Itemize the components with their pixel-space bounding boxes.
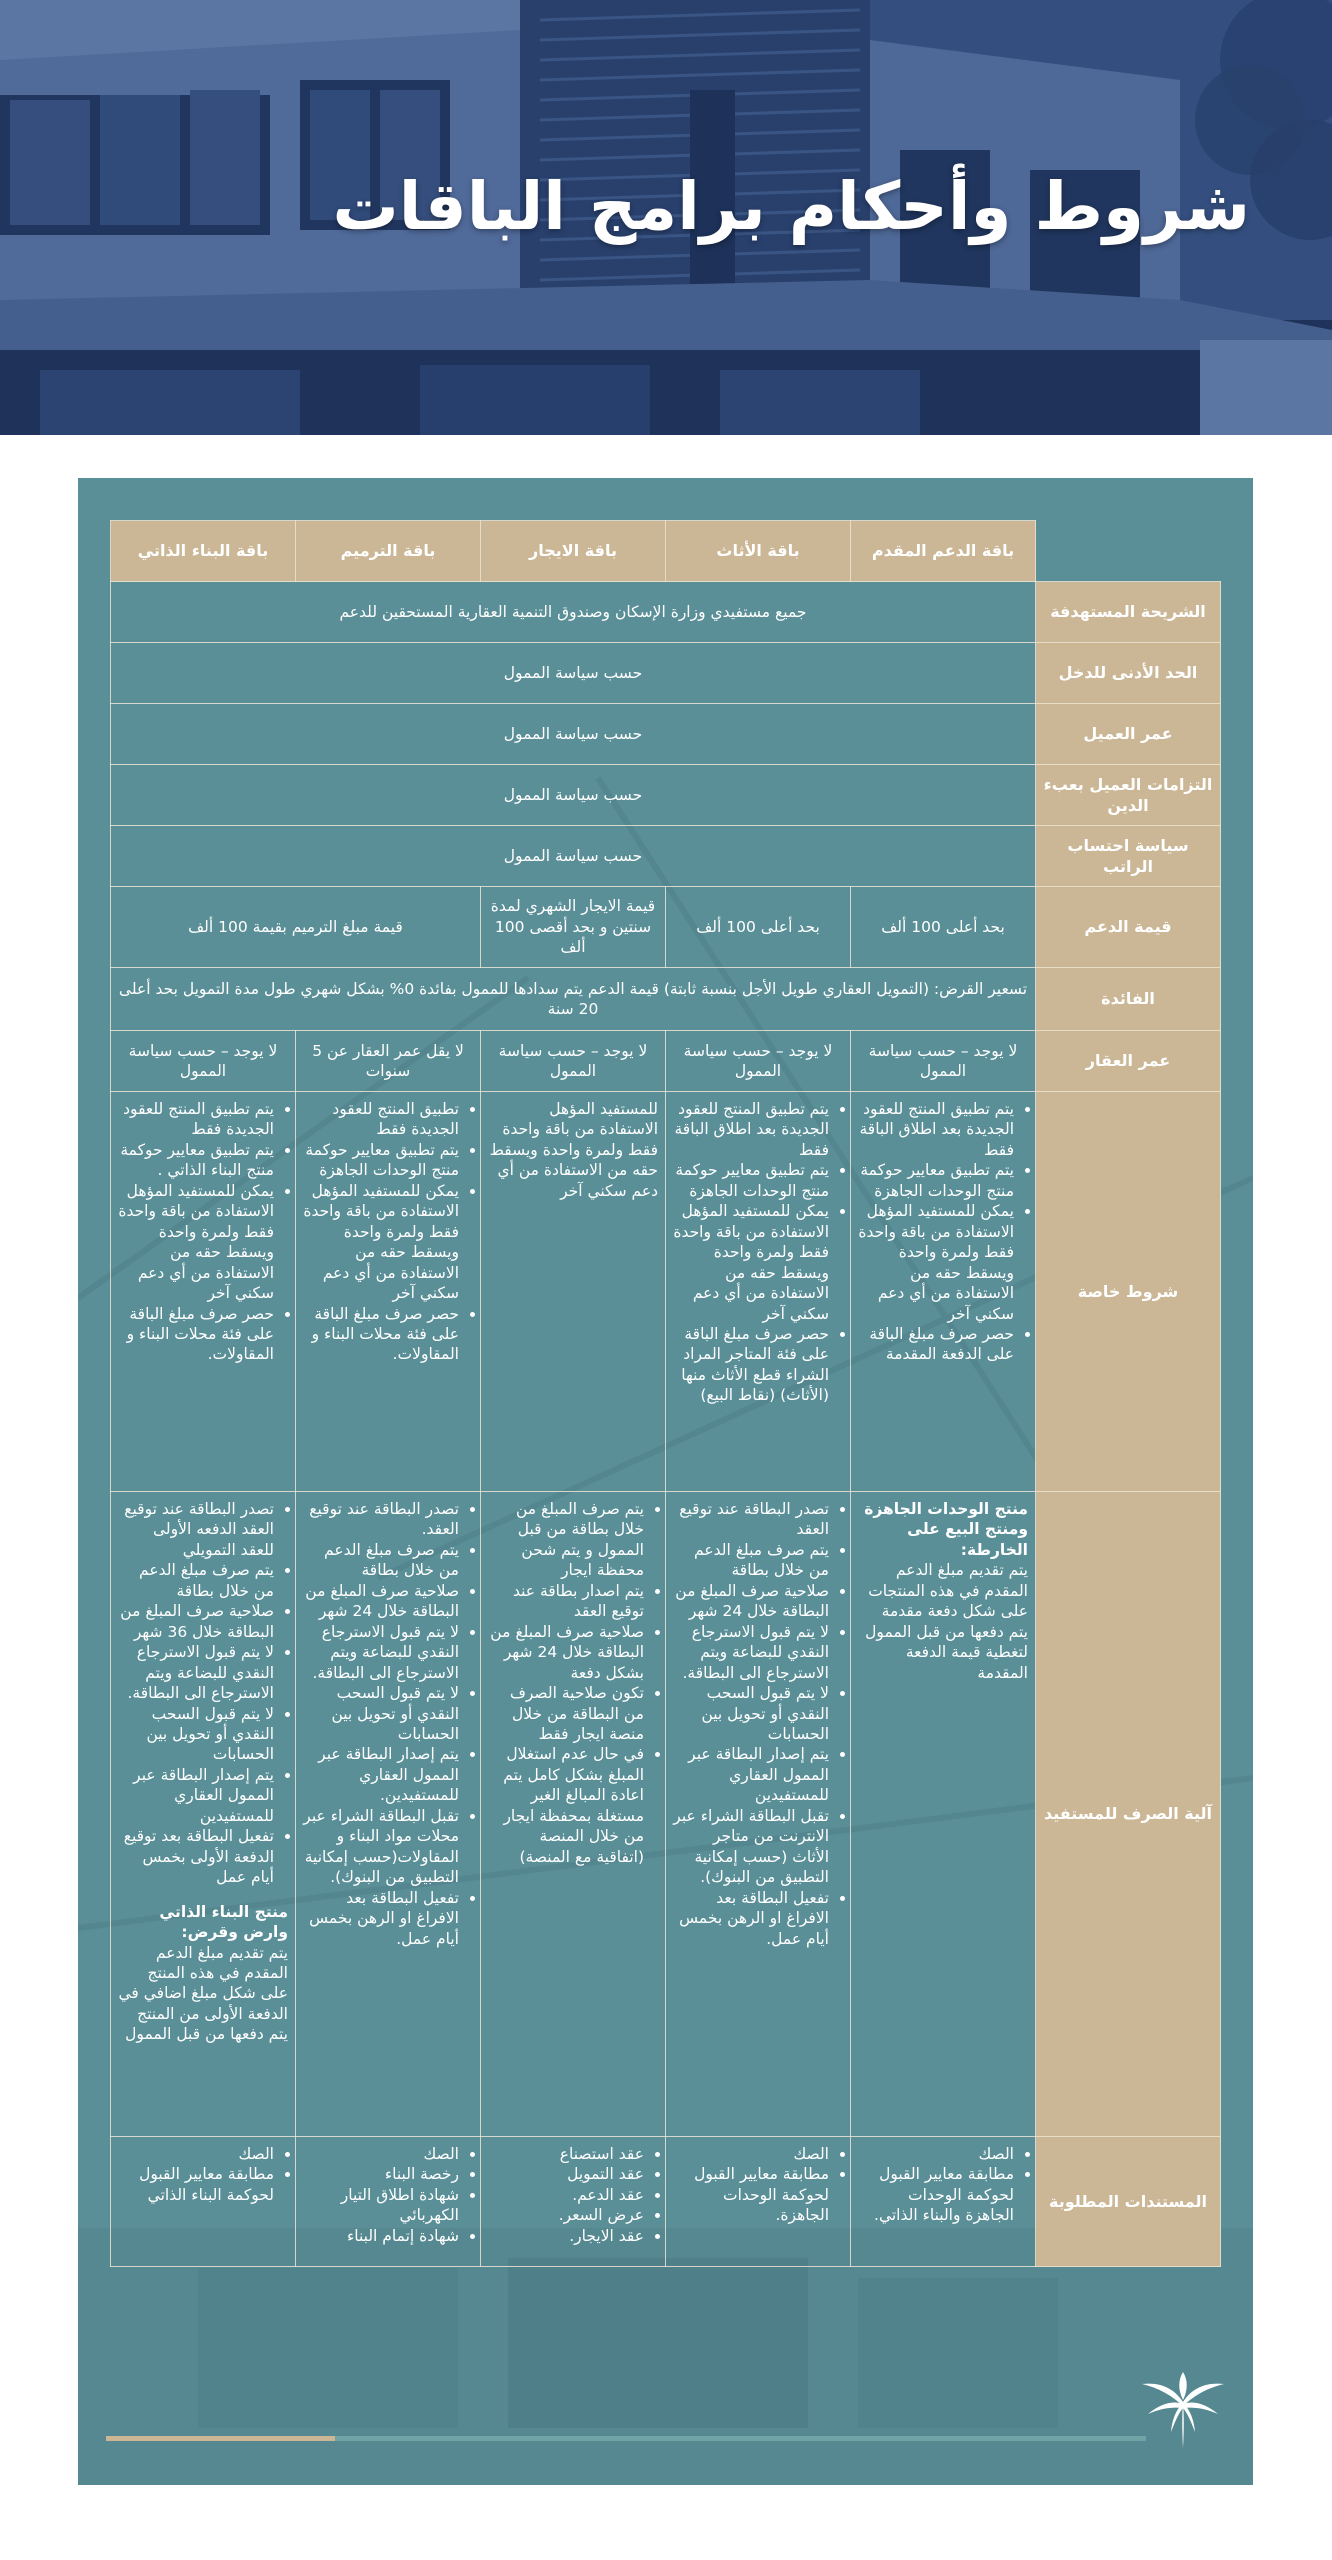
list-item: • صلاحية صرف المبلغ من البطاقة خلال 24 شهر بشكل دفعة: [488, 1622, 644, 1683]
row-label-salary: سياسة احتساب الراتب: [1036, 826, 1221, 887]
page-title: شروط وأحكام برامج الباقات: [332, 168, 1250, 245]
list-item: • عقد الدعم.: [488, 2185, 644, 2205]
documents-self-build-list: [118, 2144, 288, 2205]
special-furniture-list: [673, 1099, 843, 1406]
mechanism-renovation: [296, 1492, 481, 2137]
list-item: • يتم صرف مبلغ الدعم من خلال بطاقة: [303, 1540, 459, 1581]
list-item: • مطابقة معايير القبول لحوكمة الوحدات الجاهزة.: [673, 2164, 829, 2225]
list-item: • يمكن للمستفيد المؤهل الاستفادة من باقة واحدة فقط ولمرة واحدة ويسقط حقه من الاستفادة من أي دعم سكني آخر: [673, 1201, 829, 1324]
mechanism-self-build-title: منتج البناء الذاتي وارض وقرض:: [159, 1902, 288, 1942]
header-self-build-package: باقة البناء الذاتي: [111, 521, 296, 582]
documents-furniture: [666, 2137, 851, 2267]
list-item: • تصدر البطاقة عند توقيع العقد الدفعه الأولى للعقد التمويلي: [118, 1499, 274, 1560]
list-item: • مطابقة معايير القبول لحوكمة الوحدات الجاهزة والبناء الذاتي.: [858, 2164, 1014, 2225]
support-advance: بحد أعلى 100 ألف: [851, 887, 1036, 968]
property-age-self-build: لا يوجد – حسب سياسة الممول: [111, 1031, 296, 1092]
obligations-value: حسب سياسة الممول: [111, 765, 1036, 826]
list-item: • يمكن للمستفيد المؤهل الاستفادة من باقة واحدة فقط ولمرة واحدة ويسقط حقه من الاستفادة من أي دعم سكني آخر: [303, 1181, 459, 1304]
list-item: • يتم تطبيق المنتج للعقود الجديدة بعد اطلاق الباقة فقط: [858, 1099, 1014, 1160]
row-label-property-age: عمر العقار: [1036, 1031, 1221, 1092]
support-renovation-self-build: قيمة مبلغ الترميم بقيمة 100 ألف: [111, 887, 481, 968]
mechanism-furniture: [666, 1492, 851, 2137]
special-self-build-list: [118, 1099, 288, 1365]
table-row: [111, 1031, 1221, 1092]
list-item: • لا يتم قبول السحب النقدي أو تحويل بين الحسابات: [673, 1683, 829, 1744]
property-age-renovation: لا يقل عمر العقار عن 5 سنوات: [296, 1031, 481, 1092]
hero-banner: [0, 0, 1332, 435]
table-row: [111, 1092, 1221, 1492]
list-item: • الصك: [673, 2144, 829, 2164]
list-item: • يمكن للمستفيد المؤهل الاستفادة من باقة واحدة فقط ولمرة واحدة ويسقط حقه من الاستفادة من أي دعم سكني آخر: [118, 1181, 274, 1304]
list-item: • تفعيل البطاقة بعد الافراغ او الرهن بخمس أيام عمل.: [303, 1888, 459, 1949]
documents-rent: [481, 2137, 666, 2267]
list-item: • صلاحية صرف المبلغ من البطاقة خلال 24 شهر: [303, 1581, 459, 1622]
list-item: • حصر صرف مبلغ الباقة على فئة المتاجر المراد الشراء قطع الأثاث منها (الأثاث) (نقاط البيع): [673, 1324, 829, 1406]
list-item: • عرض السعر.: [488, 2205, 644, 2225]
list-item: • يتم صرف مبلغ الدعم من خلال بطاقة: [118, 1560, 274, 1601]
documents-self-build: [111, 2137, 296, 2267]
list-item: • عقد الايجار.: [488, 2226, 644, 2246]
segment-value: جميع مستفيدي وزارة الإسكان وصندوق التنمية العقارية المستحقين للدعم: [111, 582, 1036, 643]
packages-terms-table: [110, 520, 1221, 2267]
list-item: • تقبل البطاقة الشراء عبر الانترنت من متاجر الأثاث (حسب إمكانية التطبيق من البنوك).: [673, 1806, 829, 1888]
list-item: • يتم إصدار البطاقة عبر الممول العقاري للمستفيدين: [673, 1744, 829, 1805]
row-label-segment: الشريحة المستهدفة: [1036, 582, 1221, 643]
mechanism-advance-body: يتم تقديم مبلغ الدعم المقدم في هذه المنتجات على شكل دفعة مقدمة يتم دفعها من قبل الممول لتغطية قيمة الدفعة المقدمة: [865, 1561, 1028, 1682]
list-item: • تقبل البطاقة الشراء عبر محلات مواد البناء و المقاولات(حسب إمكانية التطبيق من البنوك).: [303, 1806, 459, 1888]
income-value: حسب سياسة الممول: [111, 643, 1036, 704]
row-label-client-age: عمر العميل: [1036, 704, 1221, 765]
mechanism-rent: [481, 1492, 666, 2137]
special-self-build: [111, 1092, 296, 1492]
list-item: • يتم تطبيق معايير حوكمة منتج البناء الذاتي .: [118, 1140, 274, 1181]
list-item: • مطابقة معايير القبول لحوكمة البناء الذاتي: [118, 2164, 274, 2205]
header-corner: [1036, 521, 1221, 582]
mechanism-renovation-list: [303, 1499, 473, 1949]
list-item: • يتم تطبيق معايير حوكمة منتج الوحدات الجاهزة: [673, 1160, 829, 1201]
list-item: • تكون صلاحية الصرف من البطاقة من خلال منصة ايجار فقط: [488, 1683, 644, 1744]
list-item: • حصر صرف مبلغ الباقة على فئة محلات البناء و المقاولات.: [118, 1304, 274, 1365]
table-row: [111, 2137, 1221, 2267]
list-item: • تصدر البطاقة عند توقيع العقد.: [303, 1499, 459, 1540]
slide-progress-track: [106, 2436, 1146, 2441]
list-item: • تطبيق المنتج للعقود الجديدة فقط: [303, 1099, 459, 1140]
list-item: • يتم صرف المبلغ من خلال بطاقة من قبل الممول و يتم شحن محفظة ايجار: [488, 1499, 644, 1581]
palm-logo-icon: [1138, 2370, 1228, 2450]
row-label-documents: المستندات المطلوبة: [1036, 2137, 1221, 2267]
terms-panel: [78, 478, 1253, 2485]
table-row: [111, 968, 1221, 1031]
mechanism-furniture-list: [673, 1499, 843, 1949]
special-renovation-list: [303, 1099, 473, 1365]
list-item: • تفعيل البطاقة بعد الافراغ او الرهن بخمس أيام عمل.: [673, 1888, 829, 1949]
list-item: • لا يتم قبول الاسترجاع النقدي للبضاعة ويتم الاسترجاع الى البطاقة.: [303, 1622, 459, 1683]
list-item: • شهادة إتمام البناء: [303, 2226, 459, 2246]
header-advance-package: باقة الدعم المقدم: [851, 521, 1036, 582]
list-item: • يتم إصدار البطاقة عبر الممول العقاري للمستفيدين: [118, 1765, 274, 1826]
list-item: • يتم صرف مبلغ الدعم من خلال بطاقة: [673, 1540, 829, 1581]
list-item: • لا يتم قبول السحب النقدي أو تحويل بين الحسابات: [118, 1704, 274, 1765]
mechanism-self-build: [111, 1492, 296, 2137]
row-label-interest: الفائدة: [1036, 968, 1221, 1031]
list-item: • صلاحية صرف المبلغ من البطاقة خلال 24 شهر: [673, 1581, 829, 1622]
client-age-value: حسب سياسة الممول: [111, 704, 1036, 765]
table-row: [111, 1492, 1221, 2137]
special-advance-list: [858, 1099, 1028, 1365]
list-item: • حصر صرف مبلغ الباقة على الدفعة المقدمة: [858, 1324, 1014, 1365]
special-rent: للمستفيد المؤهل الاستفادة من باقة واحدة فقط ولمرة واحدة ويسقط حقه من الاستفادة من أي دعم سكني آخر: [481, 1092, 666, 1492]
table-row: [111, 826, 1221, 887]
interest-value: تسعير القرض: (التمويل العقاري طويل الأجل بنسبة ثابتة) قيمة الدعم يتم سدادها للممول بفائدة 0% بشكل شهري طول مدة التمويل بحد أعلى 20 سنة: [111, 968, 1036, 1031]
list-item: • الصك: [118, 2144, 274, 2164]
list-item: • لا يتم قبول السحب النقدي أو تحويل بين الحسابات: [303, 1683, 459, 1744]
mechanism-self-build-body: يتم تقديم مبلغ الدعم المقدم في هذه المنتج على شكل مبلغ اضافي في الدفعة الأولى من المنتج يتم دفعها من قبل الممول: [118, 1943, 288, 2044]
mechanism-self-build-list: [118, 1499, 288, 1888]
special-furniture: [666, 1092, 851, 1492]
row-label-support: قيمة الدعم: [1036, 887, 1221, 968]
row-label-obligations: التزامات العميل بعبء الدين: [1036, 765, 1221, 826]
list-item: • يتم تطبيق المنتج للعقود الجديدة فقط: [118, 1099, 274, 1140]
row-label-special: شروط خاصة: [1036, 1092, 1221, 1492]
special-renovation: [296, 1092, 481, 1492]
list-item: • يمكن للمستفيد المؤهل الاستفادة من باقة واحدة فقط ولمرة واحدة ويسقط حقه من الاستفادة من أي دعم سكني آخر: [858, 1201, 1014, 1324]
list-item: • حصر صرف مبلغ الباقة على فئة محلات البناء و المقاولات.: [303, 1304, 459, 1365]
table-header-row: [111, 521, 1221, 582]
slide-progress-fill: [106, 2436, 335, 2441]
documents-renovation-list: [303, 2144, 473, 2246]
table-row: [111, 887, 1221, 968]
mechanism-advance-title: منتج الوحدات الجاهزة ومنتج البيع على الخارطة:: [864, 1500, 1028, 1559]
table-row: [111, 643, 1221, 704]
list-item: • صلاحية صرف المبلغ من البطاقة خلال 36 شهر: [118, 1601, 274, 1642]
support-furniture: بحد أعلى 100 ألف: [666, 887, 851, 968]
list-item: • الصك: [303, 2144, 459, 2164]
property-age-rent: لا يوجد – حسب سياسة الممول: [481, 1031, 666, 1092]
list-item: • تفعيل البطاقة بعد توقيع الدفعة الأولى بخمس أيام عمل: [118, 1826, 274, 1887]
property-age-furniture: لا يوجد – حسب سياسة الممول: [666, 1031, 851, 1092]
list-item: • رخصة البناء: [303, 2164, 459, 2184]
list-item: • شهادة اطلاق التيار الكهربائي: [303, 2185, 459, 2226]
header-renovation-package: باقة الترميم: [296, 521, 481, 582]
list-item: • لا يتم قبول الاسترجاع النقدي للبضاعة ويتم الاسترجاع الى البطاقة.: [673, 1622, 829, 1683]
list-item: • يتم إصدار البطاقة عبر الممول العقاري للمستفيدين.: [303, 1744, 459, 1805]
header-rent-package: باقة الايجار: [481, 521, 666, 582]
list-item: • تصدر البطاقة عند توقيع العقد: [673, 1499, 829, 1540]
property-age-advance: لا يوجد – حسب سياسة الممول: [851, 1031, 1036, 1092]
documents-renovation: [296, 2137, 481, 2267]
support-rent: قيمة الايجار الشهري لمدة سنتين و بحد أقصى 100 ألف: [481, 887, 666, 968]
table-row: [111, 704, 1221, 765]
list-item: • في حال عدم استغلال المبلغ بشكل كامل يتم اعادة المبالغ الغير مستغلة بمحفظة ايجار من خلال المنصة (اتفاقية مع المنصة): [488, 1744, 644, 1867]
list-item: • يتم تطبيق معايير حوكمة منتج الوحدات الجاهزة: [858, 1160, 1014, 1201]
documents-rent-list: [488, 2144, 658, 2246]
list-item: • عقد التمويل: [488, 2164, 644, 2184]
list-item: • يتم تطبيق معايير حوكمة منتج الوحدات الجاهزة: [303, 1140, 459, 1181]
salary-value: حسب سياسة الممول: [111, 826, 1036, 887]
documents-advance: [851, 2137, 1036, 2267]
row-label-income: الحد الأدنى للدخل: [1036, 643, 1221, 704]
documents-furniture-list: [673, 2144, 843, 2226]
row-label-mechanism: آلية الصرف للمستفيد: [1036, 1492, 1221, 2137]
table-row: [111, 582, 1221, 643]
mechanism-rent-list: [488, 1499, 658, 1867]
list-item: • الصك: [858, 2144, 1014, 2164]
documents-advance-list: [858, 2144, 1028, 2226]
list-item: • لا يتم قبول الاسترجاع النقدي للبضاعة ويتم الاسترجاع الى البطاقة.: [118, 1642, 274, 1703]
mechanism-advance: [851, 1492, 1036, 2137]
list-item: • يتم تطبيق المنتج للعقود الجديدة بعد اطلاق الباقة فقط: [673, 1099, 829, 1160]
list-item: • عقد استصناع: [488, 2144, 644, 2164]
header-furniture-package: باقة الأثاث: [666, 521, 851, 582]
table-row: [111, 765, 1221, 826]
special-advance: [851, 1092, 1036, 1492]
list-item: • يتم اصدار بطاقة عند توقيع العقد: [488, 1581, 644, 1622]
